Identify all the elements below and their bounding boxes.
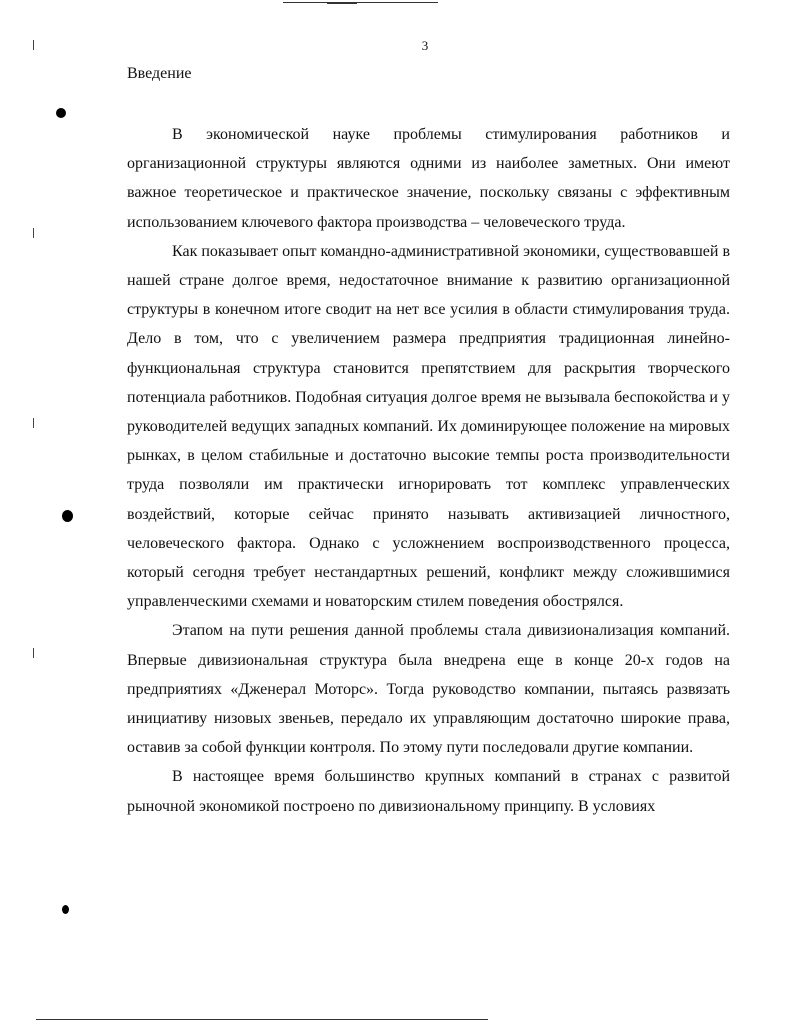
paragraph: Этапом на пути решения данной проблемы стала дивизионализация компаний. Впервые дивизиональная структура была внедрена еще в конце 20-х годов на предприятиях «Дженерал Моторс». Тогда руководство компании, пытаясь развязать инициативу низовых звеньев, передало их управляющим достаточно широкие права, оставив за собой функции контроля. По этому пути последовали другие компании.: [127, 622, 730, 757]
margin-tick: [33, 228, 34, 238]
paragraph: В экономической науке проблемы стимулирования работников и организационной структуры являются одними из наиболее заметных. Они имеют важное теоретическое и практическое значение, поскольку связаны с эффективным использованием ключевого фактора производства – человеческого труда.: [127, 126, 730, 231]
punch-hole: [62, 905, 69, 914]
scan-edge-bottom: [36, 1019, 488, 1020]
margin-tick: [33, 648, 34, 658]
paragraph: Как показывает опыт командно-административной экономики, существовавшей в нашей стране долгое время, недостаточное внимание к развитию организационной структуры в конечном итоге сводит на нет все усилия в области стимулирования труда. Дело в том, что с увеличением размера предприятия традиционная линейно-функциональная структура становится препятствием для раскрытия творческого потенциала работников. Подобная ситуация долгое время не вызывала беспокойства и у руководителей ведущих западных компаний. Их доминирующее положение на мировых рынках, в целом стабильные и достаточно высокие темпы роста производительности труда позволяли им практически игнорировать тот комплекс управленческих воздействий, которые сейчас принято называть активизацией личностного, человеческого фактора. Однако с усложнением воспроизводственного процесса, который сегодня требует нестандартных решений, конфликт между сложившимися управленческими схемами и новаторским стилем поведения обострялся.: [127, 242, 730, 611]
page-number: 3: [421, 38, 429, 53]
margin-tick: [33, 40, 34, 50]
margin-tick: [33, 418, 34, 428]
paragraph: В настоящее время большинство крупных компаний в странах с развитой рыночной экономикой построено по дивизиональному принципу. В условиях: [127, 768, 730, 815]
scan-edge-top: [283, 2, 438, 3]
punch-hole: [62, 510, 73, 522]
body-text: [127, 120, 730, 821]
section-heading: Введение: [127, 65, 192, 82]
scan-edge-top-mark: [327, 2, 357, 4]
punch-hole: [56, 108, 66, 118]
